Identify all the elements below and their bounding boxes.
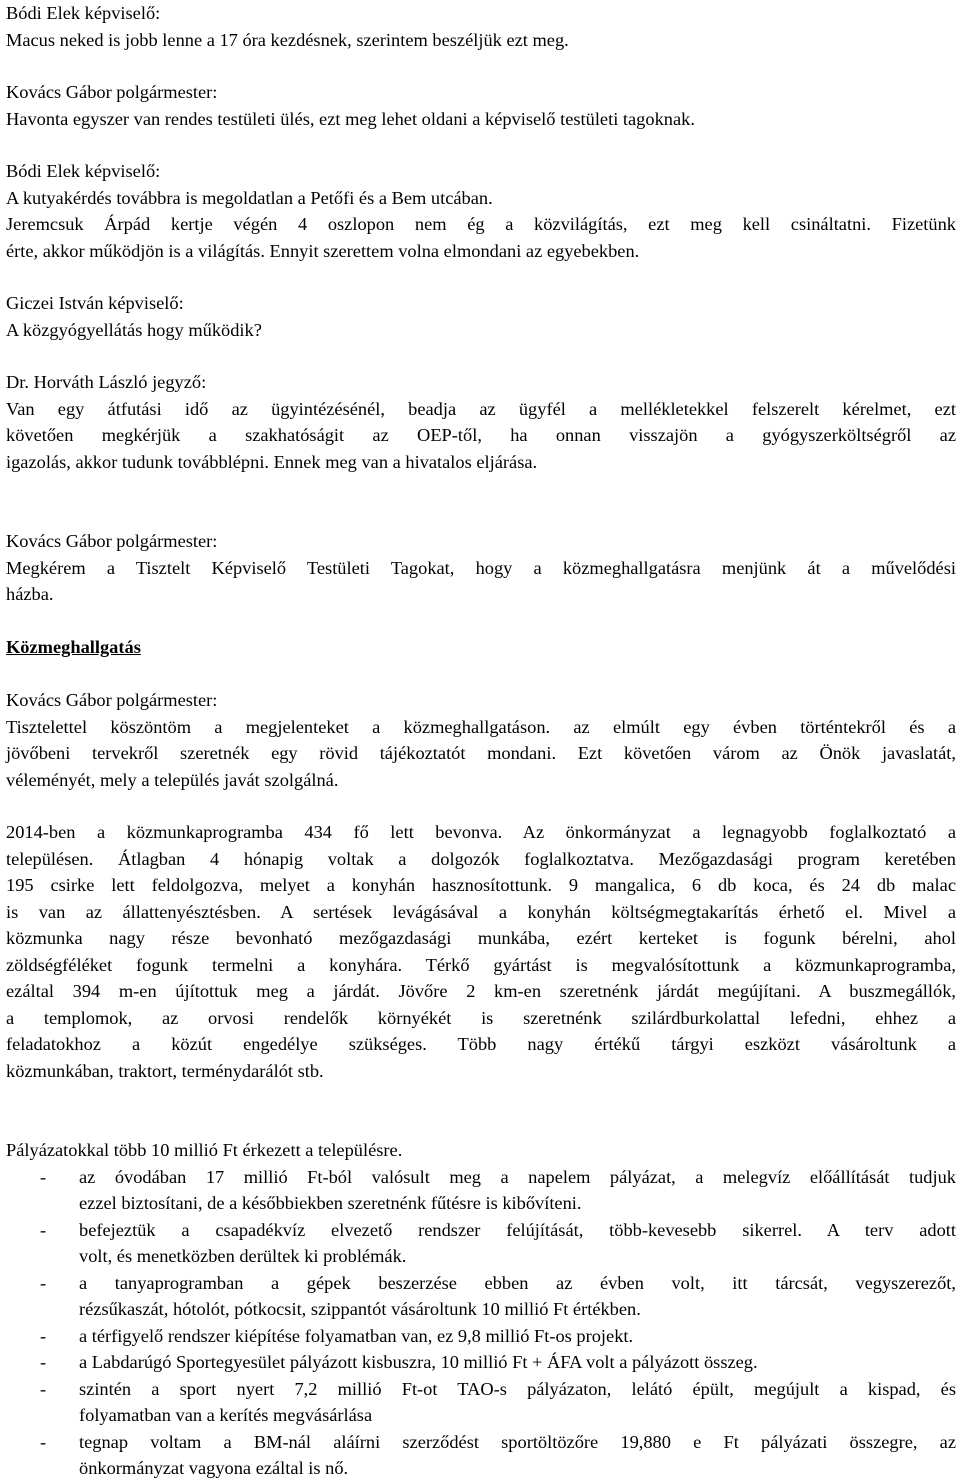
list-item <box>6 1270 956 1323</box>
list-item-text: folyamatban van a kerítés megvásárlása <box>79 1405 373 1425</box>
speaker-label: Bódi Elek képviselő: <box>6 161 161 181</box>
list-item <box>6 1323 956 1350</box>
speaker-label: Kovács Gábor polgármester: <box>6 690 218 710</box>
text-line: ezáltal 394 m-en újítottuk meg a járdát. Jövőre 2 km-en szeretnénk járdát megújítani. A buszmegállók, <box>6 981 956 1001</box>
text-line: Havonta egyszer van rendes testületi ülés, ezt meg lehet oldani a képviselő testületi tagoknak. <box>6 108 695 129</box>
list-item-text: a térfigyelő rendszer kiépítése folyamatban van, ez 9,8 millió Ft-os projekt. <box>79 1325 634 1346</box>
text-line: zöldségféléket fogunk termelni a konyhára. Térkő gyártást is megvalósítottunk a közmunkaprogramba, <box>6 954 956 975</box>
speaker-label: Kovács Gábor polgármester: <box>6 82 218 102</box>
list-marker: - <box>40 1378 47 1399</box>
list-marker: - <box>40 1219 47 1240</box>
text-line: közmunkában, traktort, terménydarálót stb. <box>6 1060 324 1081</box>
paragraph <box>6 1137 956 1164</box>
paragraph <box>6 79 956 132</box>
text-line: A kutyakérdés továbbra is megoldatlan a Petőfi és a Bem utcában. <box>6 187 493 208</box>
text-line: véleményét, mely a település javát szolgálná. <box>6 769 339 790</box>
list-item-text: rézsűkaszát, hótolót, pótkocsit, szippantót vásároltunk 10 millió Ft értékben. <box>79 1299 641 1319</box>
paragraph <box>6 819 956 1084</box>
text-line: feladatokhoz a közút engedélye szükséges. Több nagy értékű tárgyi eszközt vásároltunk a <box>6 1034 956 1054</box>
text-line: Van egy átfutási idő az ügyintézésénél, beadja az ügyfél a mellékletekkel felszerelt kérelmet, ezt <box>6 398 956 419</box>
speaker-label: Bódi Elek képviselő: <box>6 3 161 23</box>
speaker-label: Giczei István képviselő: <box>6 293 184 313</box>
text-line: Pályázatokkal több 10 millió Ft érkezett a településre. <box>6 1140 403 1160</box>
list-item-text: volt, és menetközben derültek ki problémák. <box>79 1246 407 1266</box>
list-item-text: szintén a sport nyert 7,2 millió Ft-ot TAO-s pályázaton, lelátó épült, megújult a kispad, és <box>79 1378 956 1399</box>
list-item-text: az óvodában 17 millió Ft-ból valósult meg a napelem pályázat, a melegvíz előállítását tudjuk <box>79 1166 956 1187</box>
paragraph <box>6 369 956 475</box>
text-line: érte, akkor működjön is a világítás. Ennyit szerettem volna elmondani az egyebekben. <box>6 240 640 261</box>
text-line: is van az állattenyésztésben. A sertések levágásával a konyhán költségmegtakarítás érhető el. Mivel a <box>6 901 956 922</box>
text-line: A közgyógyellátás hogy működik? <box>6 319 262 340</box>
text-line: településen. Átlagban 4 hónapig voltak a dolgozók foglalkoztatva. Mezőgazdasági program keretében <box>6 848 956 869</box>
list-marker: - <box>40 1325 47 1346</box>
list-marker: - <box>40 1272 47 1293</box>
list-item-text: önkormányzat vagyona ezáltal is nő. <box>79 1458 349 1478</box>
paragraph <box>6 290 956 343</box>
text-line: jövőbeni tervekről szeretnék egy rövid tájékoztatót mondani. Ezt követően várom az Önök javaslatát, <box>6 743 956 763</box>
list-item-text: tegnap voltam a BM-nál aláírni szerződést sportöltözőre 19,880 e Ft pályázati összegre, az <box>79 1431 956 1452</box>
speaker-label: Kovács Gábor polgármester: <box>6 531 218 551</box>
list-item <box>6 1429 956 1482</box>
bullet-list <box>6 1164 956 1482</box>
text-line: Megkérem a Tisztelt Képviselő Testületi Tagokat, hogy a közmeghallgatásra menjünk át a művelődési <box>6 557 956 578</box>
paragraph <box>6 528 956 608</box>
text-line: Jeremcsuk Árpád kertje végén 4 oszlopon nem ég a közvilágítás, ezt meg kell csináltatni. Fizetünk <box>6 214 956 234</box>
paragraph <box>6 687 956 793</box>
text-line: 195 csirke lett feldolgozva, melyet a konyhán hasznosítottunk. 9 mangalica, 6 db koca, és 24 db malac <box>6 875 956 895</box>
text-line: házba. <box>6 584 54 604</box>
list-item <box>6 1349 956 1376</box>
section-heading: Közmeghallgatás <box>6 637 141 657</box>
list-marker: - <box>40 1166 47 1187</box>
text-line: igazolás, akkor tudunk továbblépni. Ennek meg van a hivatalos eljárása. <box>6 451 538 472</box>
list-item-text: befejeztük a csapadékvíz elvezető rendszer felújítását, több-kevesebb sikerrel. A terv adott <box>79 1219 956 1240</box>
list-item-text: a tanyaprogramban a gépek beszerzése ebben az évben volt, itt tárcsát, vegyszerezőt, <box>79 1272 956 1293</box>
text-line: Macus neked is jobb lenne a 17 óra kezdésnek, szerintem beszéljük ezt meg. <box>6 29 569 50</box>
speaker-label: Dr. Horváth László jegyző: <box>6 372 207 392</box>
list-item <box>6 1217 956 1270</box>
text-line: 2014-ben a közmunkaprogramba 434 fő lett bevonva. Az önkormányzat a legnagyobb foglalkoztató a <box>6 822 956 842</box>
paragraph <box>6 0 956 53</box>
list-item <box>6 1376 956 1429</box>
list-item-text: ezzel biztosítani, de a későbbiekben szeretnénk fűtésre is kibővíteni. <box>79 1193 582 1213</box>
paragraph <box>6 158 956 264</box>
list-item-text: a Labdarúgó Sportegyesület pályázott kisbuszra, 10 millió Ft + ÁFA volt a pályázott összeg. <box>79 1352 758 1372</box>
list-marker: - <box>40 1352 47 1372</box>
text-line: közmunka nagy része bevonható mezőgazdasági munkába, ezért kerteket is fogunk bérelni, ahol <box>6 928 956 948</box>
list-marker: - <box>40 1431 47 1452</box>
text-line: a templomok, az orvosi rendelők környékét is szeretnénk szilárdburkolattal lefedni, ehhez a <box>6 1007 956 1028</box>
text-line: követően megkérjük a szakhatóságit az OEP-től, ha onnan visszajön a gyógyszerköltségről az <box>6 425 956 445</box>
list-item <box>6 1164 956 1217</box>
text-line: Tisztelettel köszöntöm a megjelenteket a közmeghallgatáson. az elmúlt egy évben történtekről és a <box>6 716 956 737</box>
